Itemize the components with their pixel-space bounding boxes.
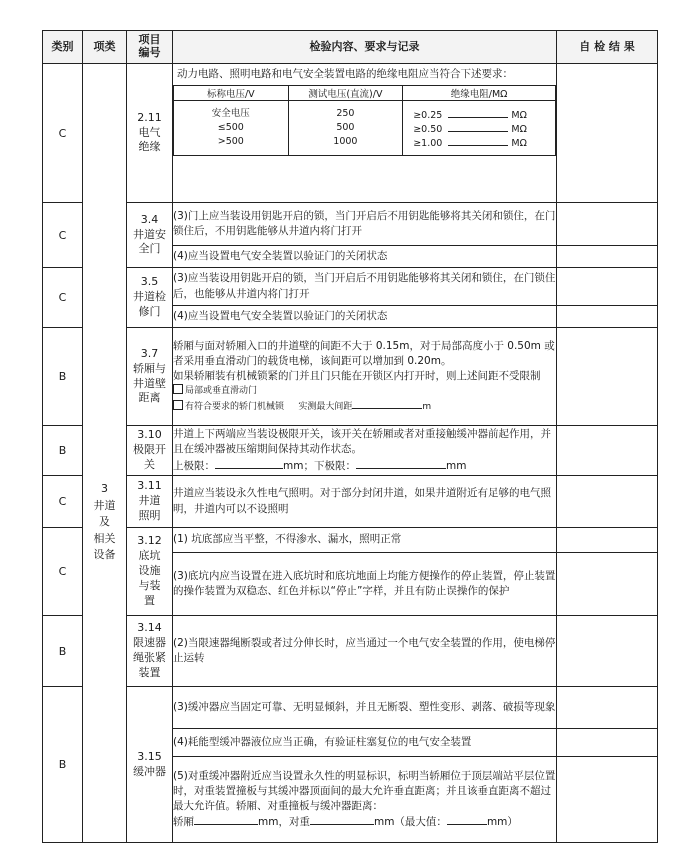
header-content: 检验内容、要求与记录 (173, 31, 557, 64)
row-item-number: 3.14 限速器 绳张紧 装置 (127, 616, 173, 687)
table-row-3-7 (43, 328, 658, 426)
table-row-2-11 (43, 64, 658, 203)
self-check-cell[interactable] (557, 476, 658, 528)
checkbox-sliding-door[interactable] (173, 384, 183, 394)
lower-limit-label: 下极限： (313, 459, 356, 472)
row-item-number: 3.5 井道检 修门 (127, 268, 173, 328)
row-content (173, 328, 557, 426)
self-check-cell[interactable] (557, 328, 658, 426)
insulation-col-resistance: 绝缘电阻/MΩ (403, 86, 556, 101)
row-category: C (43, 476, 83, 528)
checkbox-car-door-lock[interactable] (173, 400, 183, 410)
row-content: (3)门上应当装设用钥匙开启的锁，当门开启后不用钥匙能够将其关闭和锁住，在门锁住后，不用钥匙能够从井道内将门打开 (173, 203, 557, 246)
unit: mm (445, 459, 467, 472)
row-content: (1) 坑底部应当平整，不得渗水、漏水，照明正常 (173, 528, 557, 553)
self-check-cell[interactable] (557, 426, 658, 476)
row-content: (2)当限速器绳断裂或者过分伸长时，应当通过一个电气安全装置的作用，使电梯停止运转 (173, 616, 557, 687)
table-row-3-15a (43, 687, 658, 729)
self-check-cell[interactable] (557, 616, 658, 687)
insulation-col-test: 测试电压(直流)/V (288, 86, 403, 101)
counterweight-distance-input[interactable] (310, 814, 374, 825)
gap-exception: 如果轿厢装有机械锁紧的门并且门只能在开锁区内打开时，则上述间距不受限制 (173, 370, 541, 383)
counterweight-label: mm，对重 (258, 816, 310, 829)
self-check-cell[interactable] (557, 64, 658, 203)
max-label: mm（最大值： (373, 816, 447, 829)
lower-limit-input[interactable] (356, 458, 446, 469)
header-self-check: 自 检 结 果 (557, 31, 658, 64)
row-item-number: 3.7 轿厢与 井道壁 距离 (127, 328, 173, 426)
car-distance-input[interactable] (194, 814, 258, 825)
row-item-number: 3.15 缓冲器 (127, 687, 173, 843)
row-item-number: 2.11 电气 绝缘 (127, 64, 173, 203)
row-content (173, 64, 557, 203)
unit: m (422, 402, 432, 413)
max-distance-input[interactable] (447, 814, 487, 825)
unit: MΩ (511, 110, 527, 122)
inspection-table (42, 30, 658, 843)
unit: mm） (486, 816, 518, 829)
insulation-table (173, 85, 556, 156)
upper-limit-input[interactable] (215, 458, 283, 469)
unit: MΩ (511, 138, 527, 150)
limit-switch-requirement: 井道上下两端应当装设极限开关，该开关在轿厢或者对重接触缓冲器前起作用，并且在缓冲器被压缩期间保持其动作状态。 (173, 428, 551, 456)
header-type: 项类 (83, 31, 127, 64)
row-category: C (43, 64, 83, 203)
table-row-3-4a (43, 203, 658, 246)
table-row-3-11 (43, 476, 658, 528)
insulation-voltage-2: ≤500 (217, 122, 244, 134)
self-check-cell[interactable] (557, 306, 658, 328)
insulation-voltage-1: 安全电压 (211, 108, 250, 120)
insulation-test-1: 250 (336, 108, 355, 120)
row-item-number: 3.10 极限开 关 (127, 426, 173, 476)
buffer-distance-requirement: (5)对重缓冲器附近应当设置永久性的明显标识，标明当轿厢位于顶层端站平层位置时，对重装置撞板与其缓冲器顶面间的最大允许垂直距离；并且该垂直距离不超过最大允许值。轿厢、对重撞板与缓冲器距离： (173, 769, 556, 812)
insulation-test-2: 500 (336, 122, 355, 134)
insulation-input-2[interactable] (448, 121, 508, 132)
unit: MΩ (511, 124, 527, 136)
row-content: (3)底坑内应当设置在进入底坑时和底坑地面上均能方便操作的停止装置，停止装置的操作装置为双稳态、红色并标以“停止”字样，并且有防止误操作的保护 (173, 553, 557, 616)
self-check-cell[interactable] (557, 553, 658, 616)
insulation-limit-2: ≥0.50 (413, 124, 443, 136)
self-check-cell[interactable] (557, 268, 658, 306)
row-item-number: 3.11 井道 照明 (127, 476, 173, 528)
table-row-3-5a (43, 268, 658, 306)
row-content: (3)应当装设用钥匙开启的锁，当门开启后不用钥匙能够将其关闭和锁住，在门锁住后，也能够从井道内将门打开 (173, 268, 557, 306)
row-item-number: 3.4 井道安 全门 (127, 203, 173, 268)
unit: mm； (283, 459, 314, 472)
self-check-cell[interactable] (557, 729, 658, 757)
insulation-input-1[interactable] (448, 107, 508, 118)
insulation-limit-3: ≥1.00 (413, 138, 443, 150)
insulation-limit-1: ≥0.25 (413, 110, 443, 122)
self-check-cell[interactable] (557, 246, 658, 268)
upper-limit-label: 上极限： (173, 459, 215, 472)
self-check-cell[interactable] (557, 687, 658, 729)
table-row-3-10 (43, 426, 658, 476)
self-check-cell[interactable] (557, 203, 658, 246)
insulation-intro: 动力电路、照明电路和电气安全装置电路的绝缘电阻应当符合下述要求： (177, 68, 513, 80)
row-category: B (43, 687, 83, 843)
row-content (173, 426, 557, 476)
row-category: C (43, 528, 83, 616)
option-sliding-door: 局部或垂直滑动门 (185, 386, 258, 397)
row-category: B (43, 616, 83, 687)
table-row-3-12a (43, 528, 658, 553)
row-content (173, 757, 557, 843)
inspection-form-page (42, 30, 657, 856)
option-car-door-lock: 有符合要求的轿门机械锁 (185, 402, 285, 413)
self-check-cell[interactable] (557, 757, 658, 843)
row-category: B (43, 328, 83, 426)
row-category: C (43, 203, 83, 268)
table-header-row (43, 31, 658, 64)
insulation-input-3[interactable] (448, 135, 508, 146)
row-content: 井道应当装设永久性电气照明。对于部分封闭井道，如果井道附近有足够的电气照明，井道内可以不设照明 (173, 476, 557, 528)
row-category: B (43, 426, 83, 476)
row-content: (3)缓冲器应当固定可靠、无明显倾斜，并且无断裂、塑性变形、剥落、破损等现象 (173, 687, 557, 729)
group-label: 3 井道 及 相关 设备 (83, 203, 127, 843)
insulation-col-voltage: 标称电压/V (174, 86, 289, 101)
car-label: 轿厢 (173, 816, 194, 829)
insulation-test-3: 1000 (333, 136, 358, 148)
measured-gap-input[interactable] (352, 398, 422, 409)
measured-gap-label: 实测最大间距 (298, 402, 353, 413)
header-category: 类别 (43, 31, 83, 64)
header-item-number: 项目 编号 (127, 31, 173, 64)
self-check-cell[interactable] (557, 528, 658, 553)
row-category: C (43, 268, 83, 328)
row-content: (4)应当设置电气安全装置以验证门的关闭状态 (173, 246, 557, 268)
row-content: (4)应当设置电气安全装置以验证门的关闭状态 (173, 306, 557, 328)
insulation-voltage-3: >500 (217, 136, 244, 148)
table-row-3-14 (43, 616, 658, 687)
row-content: (4)耗能型缓冲器液位应当正确，有验证柱塞复位的电气安全装置 (173, 729, 557, 757)
row-item-number: 3.12 底坑 设施 与装 置 (127, 528, 173, 616)
gap-requirement: 轿厢与面对轿厢入口的井道壁的间距不大于 0.15m，对于局部高度小于 0.50m 或者采用垂直滑动门的载货电梯，该间距可以增加到 0.20m。 (173, 339, 555, 367)
